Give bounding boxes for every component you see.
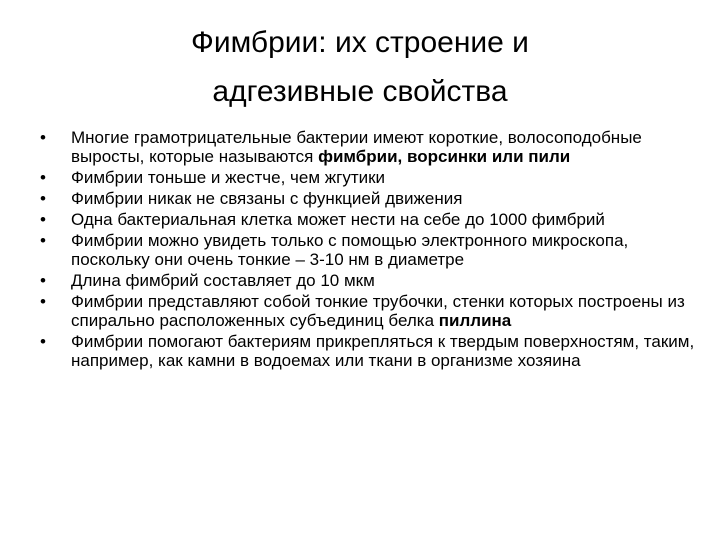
bullet-item-2 [40, 168, 700, 187]
bullet-dot-icon: • [40, 332, 46, 351]
slide-title-line-2: адгезивные свойства [212, 75, 508, 108]
bullet-bold-7: пиллина [438, 311, 512, 330]
bullet-text-3: Фимбрии никак не связаны с функцией движения [71, 189, 463, 208]
bullet-text-8: Фимбрии помогают бактериям прикрепляться к твердым поверхностям, таким, например, как камни в водоемах или ткани в организме хозяина [71, 332, 695, 370]
bullet-item-7 [40, 292, 700, 330]
slide-title-line-1: Фимбрии: их строение и [191, 26, 529, 59]
bullet-dot-icon: • [40, 168, 46, 187]
bullet-item-6 [40, 271, 700, 290]
bullet-item-3 [40, 189, 700, 208]
bullet-item-1 [40, 128, 700, 166]
bullet-bold-1: фимбрии, ворсинки или пили [318, 147, 571, 166]
bullet-text-2: Фимбрии тоньше и жестче, чем жгутики [71, 168, 386, 187]
bullet-text-1: Многие грамотрицательные бактерии имеют короткие, волосоподобные выросты, которые называются [71, 128, 642, 166]
bullet-text-4: Одна бактериальная клетка может нести на себе до 1000 фимбрий [71, 210, 605, 229]
bullet-item-5 [40, 231, 700, 269]
bullet-dot-icon: • [40, 231, 46, 250]
bullet-list [40, 128, 700, 372]
slide-title [80, 18, 640, 116]
bullet-item-8 [40, 332, 700, 370]
bullet-dot-icon: • [40, 189, 46, 208]
bullet-dot-icon: • [40, 128, 46, 147]
bullet-dot-icon: • [40, 210, 46, 229]
bullet-text-5: Фимбрии можно увидеть только с помощью электронного микроскопа, поскольку они очень тонкие – 3-10 нм в диаметре [71, 231, 629, 269]
bullet-dot-icon: • [40, 271, 46, 290]
bullet-text-6: Длина фимбрий составляет до 10 мкм [71, 271, 375, 290]
bullet-item-4 [40, 210, 700, 229]
bullet-text-7: Фимбрии представляют собой тонкие трубочки, стенки которых построены из спирально расположенных субъединиц белка [71, 292, 685, 330]
bullet-dot-icon: • [40, 292, 46, 311]
